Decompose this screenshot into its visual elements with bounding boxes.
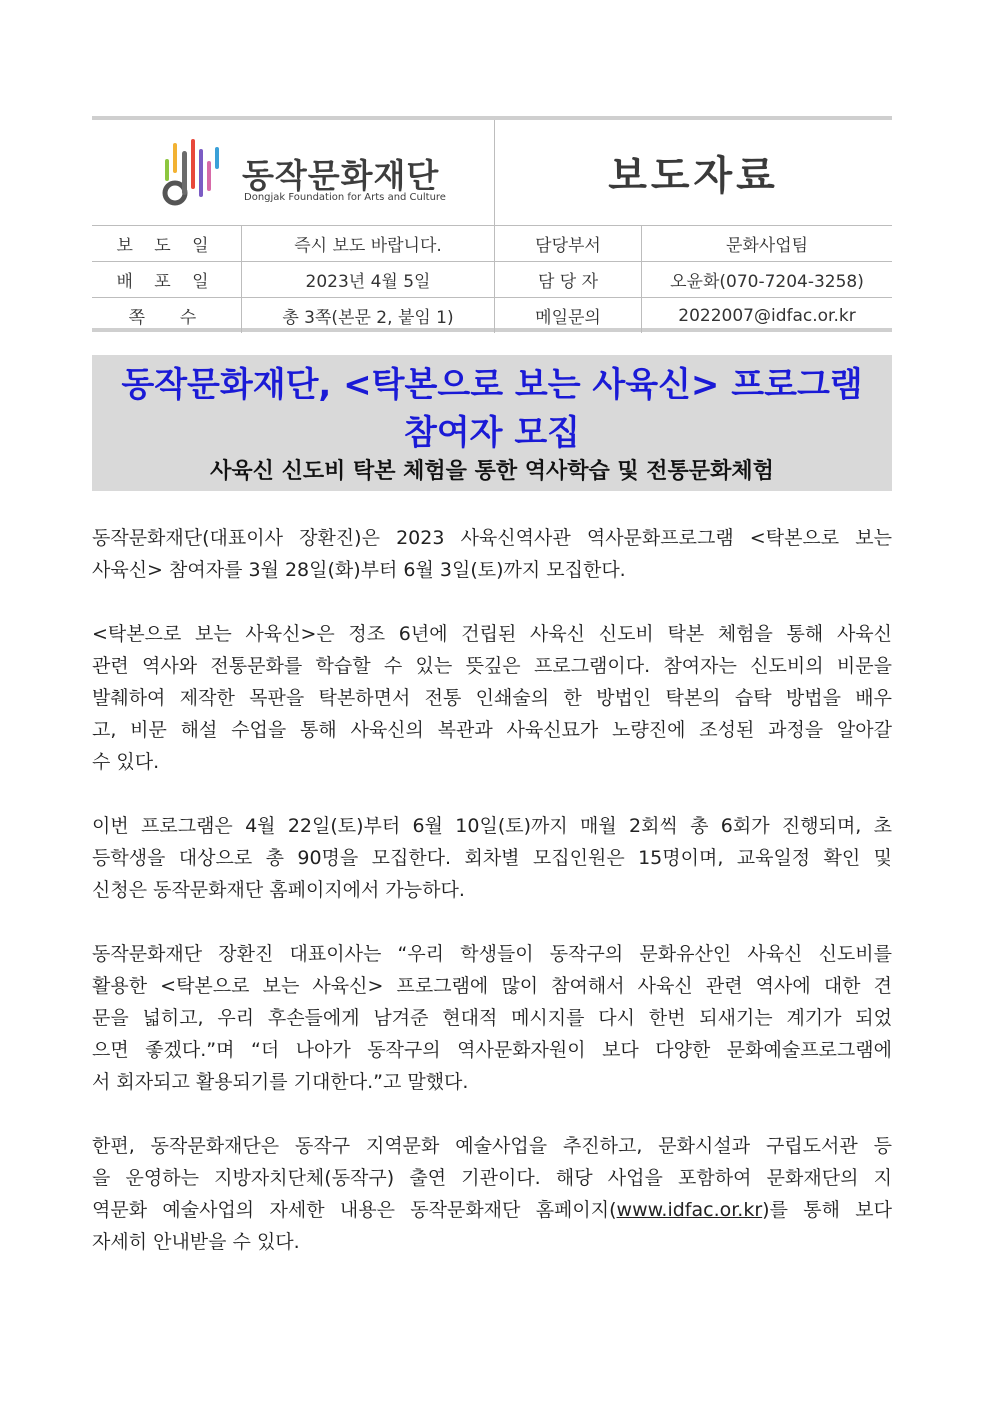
info-label: 메일문의 <box>495 298 642 333</box>
paragraph-3 <box>92 810 892 906</box>
info-row <box>92 226 892 262</box>
text-line: 문을 넓히고, 우리 후손들에게 남겨준 현대적 메시지를 다시 한번 되새기는 계기가 되었 <box>92 1007 892 1029</box>
foundation-name-en: Dongjak Foundation for Arts and Culture <box>244 192 446 203</box>
paragraph-2 <box>92 618 892 778</box>
contact-email[interactable]: 2022007@idfac.or.kr <box>678 305 856 326</box>
text-line: 한편, 동작문화재단은 동작구 지역문화 예술사업을 추진하고, 문화시설과 구립도서관 등 <box>92 1135 892 1157</box>
info-label: 담 당 자 <box>495 262 642 297</box>
text-line: 을 운영하는 지방자치단체(동작구) 출연 기관이다. 해당 사업을 포함하여 문화재단의 지 <box>92 1167 892 1189</box>
info-value: 2023년 4월 5일 <box>242 262 495 297</box>
homepage-link[interactable]: www.idfac.or.kr <box>616 1199 763 1221</box>
subheadline: 사육신 신도비 탁본 체험을 통한 역사학습 및 전통문화체험 <box>210 459 774 484</box>
text-line: 신청은 동작문화재단 홈페이지에서 가능하다. <box>92 879 465 901</box>
info-value: 즉시 보도 바랍니다. <box>242 226 495 261</box>
info-value: 총 3쪽(본문 2, 붙임 1) <box>242 298 495 333</box>
text-line: 사육신> 참여자를 3월 28일(화)부터 6월 3일(토)까지 모집한다. <box>92 559 626 581</box>
text-line: 이번 프로그램은 4월 22일(토)부터 6월 10일(토)까지 매월 2회씩 총 6회가 진행되며, 초 <box>92 815 892 837</box>
text-line: 동작문화재단 장환진 대표이사는 “우리 학생들이 동작구의 문화유산인 사육신 신도비를 <box>92 943 892 965</box>
headline-line-1: 동작문화재단, <탁본으로 보는 사육신> 프로그램 <box>121 365 863 405</box>
contact-phone: 오윤화(070-7204-3258) <box>670 272 864 292</box>
text-line: 자세히 안내받을 수 있다. <box>92 1231 300 1253</box>
header-top-row <box>92 120 892 226</box>
text-line: 고, 비문 해설 수업을 통해 사육신의 복관과 사육신묘가 노량진에 조성된 과정을 알아갈 <box>92 719 892 741</box>
press-title-cell <box>495 120 892 225</box>
foundation-logo-icon <box>162 137 224 209</box>
paragraph-5 <box>92 1130 892 1258</box>
press-title: 보도자료 <box>608 153 779 199</box>
paragraph-4 <box>92 938 892 1098</box>
text-line: 서 회자되고 활용되기를 기대한다.”고 말했다. <box>92 1071 469 1093</box>
info-label: 배 포 일 <box>92 262 242 297</box>
info-row <box>92 262 892 298</box>
info-value: 문화사업팀 <box>725 236 809 256</box>
text-line: 동작문화재단(대표이사 장환진)은 2023 사육신역사관 역사문화프로그램 <탁본으로 보는 <box>92 527 892 549</box>
info-label: 보 도 일 <box>92 226 242 261</box>
text-line: 관련 역사와 전통문화를 학습할 수 있는 뜻깊은 프로그램이다. 참여자는 신도비의 비문을 <box>92 655 892 677</box>
text-line: 으면 좋겠다.”며 “더 나아가 동작구의 역사문화자원이 보다 다양한 문화예술프로그램에 <box>92 1039 892 1061</box>
info-label: 담당부서 <box>495 226 642 261</box>
text-line <box>92 1194 892 1226</box>
logo-cell <box>92 120 495 225</box>
text-line: 발췌하여 제작한 목판을 탁본하면서 전통 인쇄술의 한 방법인 탁본의 습탁 방법을 배우 <box>92 687 892 709</box>
text-line: <탁본으로 보는 사육신>은 정조 6년에 건립된 사육신 신도비 탁본 체험을 통해 사육신 <box>92 623 892 645</box>
foundation-name: 동작문화재단 <box>242 156 440 195</box>
paragraph-1 <box>92 522 892 586</box>
text-line: 수 있다. <box>92 751 160 773</box>
info-row <box>92 298 892 333</box>
headline-line-2: 참여자 모집 <box>403 413 581 453</box>
info-label: 쪽 수 <box>92 298 242 333</box>
header-table <box>92 116 892 332</box>
text-line: 활용한 <탁본으로 보는 사육신> 프로그램에 많이 참여해서 사육신 관련 역사에 대한 견 <box>92 975 892 997</box>
text-fragment: 역문화 예술사업의 자세한 내용은 동작문화재단 홈페이지( <box>92 1199 617 1221</box>
headline-box <box>92 355 892 491</box>
text-line: 등학생을 대상으로 총 90명을 모집한다. 회차별 모집인원은 15명이며, 교육일정 확인 및 <box>92 847 892 869</box>
text-fragment: )를 통해 보다 <box>762 1199 893 1221</box>
